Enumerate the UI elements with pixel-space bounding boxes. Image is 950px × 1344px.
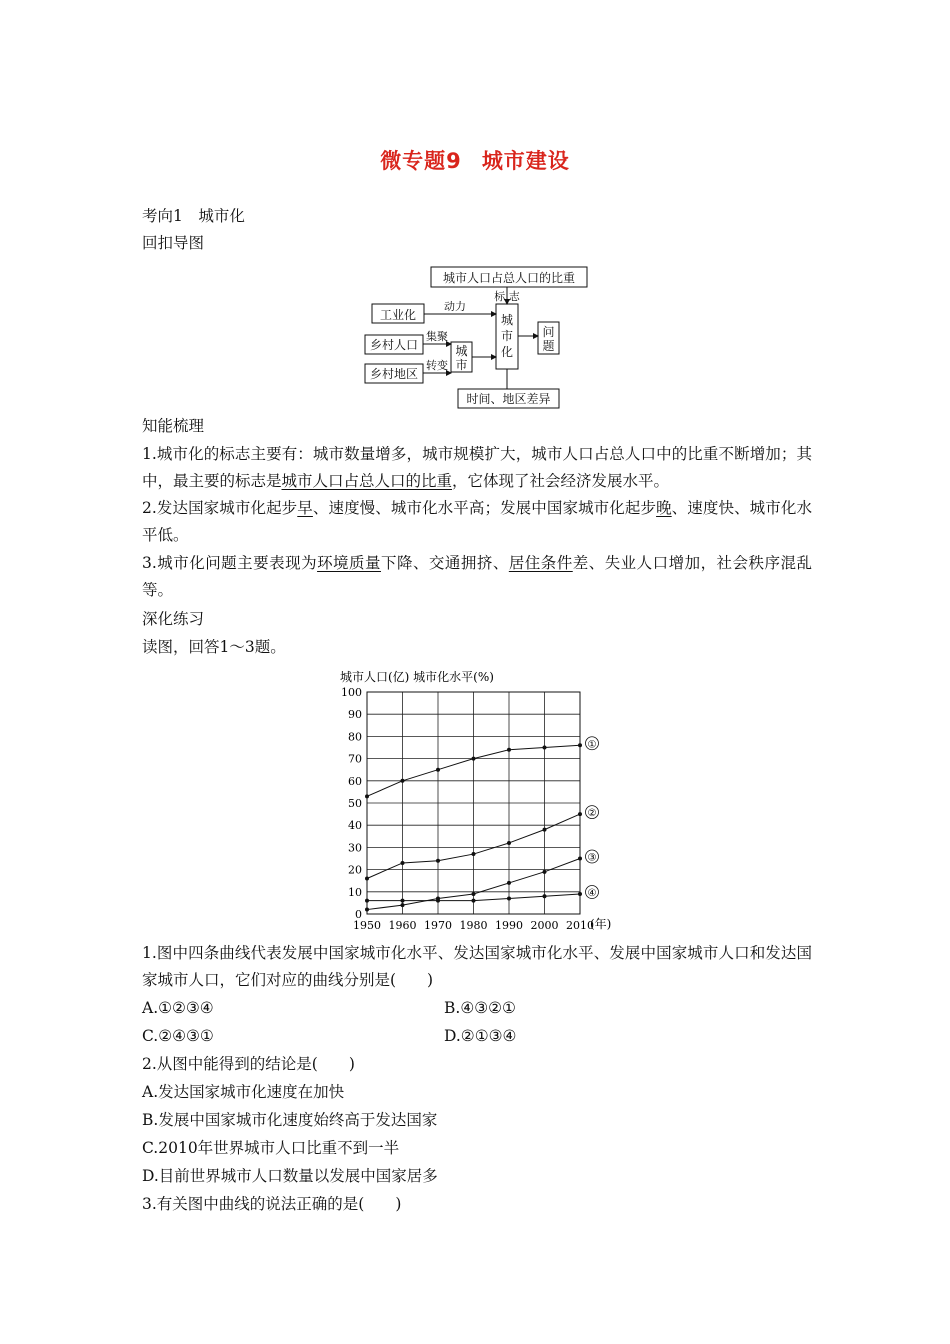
p2-underline-1: 早: [297, 499, 313, 517]
data-point: [472, 757, 476, 761]
question-1: 1.图中四条曲线代表发展中国家城市化水平、发达国家城市化水平、发展中国家城市人口和发达国家城市人口，它们对应的曲线分别是( ): [142, 944, 812, 989]
title-part1: 微专题9: [380, 149, 462, 173]
y-tick-label: 0: [355, 908, 362, 921]
data-point: [578, 857, 582, 861]
y-tick-label: 40: [348, 819, 362, 833]
concept-diagram: [355, 262, 595, 412]
rural-area-label: 乡村地区: [369, 367, 419, 381]
q2-option-a[interactable]: A.发达国家城市化速度在加快: [142, 1083, 345, 1101]
data-point: [436, 899, 440, 903]
rural-population-label: 乡村人口: [369, 338, 419, 352]
zhuanbian-label: 转变: [426, 359, 448, 372]
series-label: ④: [587, 888, 597, 900]
y-tick-label: 30: [348, 841, 362, 855]
data-point: [507, 881, 511, 885]
urbanization-char-2: 市: [500, 329, 514, 343]
q2-option-d[interactable]: D.目前世界城市人口数量以发展中国家居多: [142, 1167, 438, 1185]
x-tick-label: 2000: [530, 919, 559, 932]
problem-char-1: 问: [542, 325, 555, 339]
data-point: [436, 768, 440, 772]
section-subheading: 回扣导图: [142, 234, 205, 252]
data-point: [578, 812, 582, 816]
data-point: [507, 896, 511, 900]
chart-xlabel: (年): [590, 917, 612, 931]
urbanization-char-3: 化: [500, 345, 514, 359]
knowledge-point-2: [142, 495, 812, 549]
p2-text-b: 、速度慢、城市化水平高；发展中国家城市化起步: [312, 499, 657, 517]
p2-text-c: 、速度快、城市化水平低。: [142, 499, 812, 544]
data-point: [401, 903, 405, 907]
p1-text-a: 1.城市化的标志主要有：城市数量增多，城市规模扩大，城市人口占总人口中的比重不断增加；其中，最主要的标志是: [142, 445, 812, 490]
data-point: [401, 861, 405, 865]
q1-option-d[interactable]: D.②①③④: [444, 1027, 517, 1045]
x-tick-label: 2010: [566, 919, 594, 932]
data-point: [365, 899, 369, 903]
p2-underline-2: 晚: [656, 499, 672, 517]
q1-option-c[interactable]: C.②④③①: [142, 1027, 214, 1045]
practice-intro: 读图，回答1～3题。: [142, 638, 286, 656]
x-tick-label: 1970: [424, 919, 452, 932]
p1-text-b: ，它体现了社会经济发展水平。: [452, 472, 670, 490]
city-char-2: 市: [455, 358, 468, 372]
p3-text-a: 3.城市化问题主要表现为: [142, 554, 318, 572]
data-point: [472, 892, 476, 896]
series-label: ③: [587, 852, 597, 864]
q1-option-b[interactable]: B.④③②①: [444, 999, 516, 1017]
p1-underline: 城市人口占总人口的比重: [281, 472, 453, 490]
q2-option-b[interactable]: B.发展中国家城市化速度始终高于发达国家: [142, 1111, 438, 1129]
y-tick-label: 50: [348, 797, 362, 810]
data-point: [543, 894, 547, 898]
q1-option-a[interactable]: A.①②③④: [142, 999, 214, 1017]
knowledge-point-3: [142, 550, 812, 604]
knowledge-heading: 知能梳理: [142, 417, 205, 435]
data-point: [401, 779, 405, 783]
x-tick-label: 1950: [353, 919, 381, 932]
x-tick-label: 1990: [495, 919, 523, 932]
data-point: [543, 828, 547, 832]
biaozhi-label: 标 志: [494, 290, 520, 303]
y-tick-label: 20: [348, 863, 362, 877]
x-tick-label: 1960: [388, 919, 417, 932]
data-point: [507, 841, 511, 845]
dongli-label: 动力: [444, 300, 466, 313]
title-part2: 城市建设: [481, 149, 570, 173]
y-tick-label: 90: [348, 708, 362, 722]
data-point: [578, 892, 582, 896]
data-point: [543, 746, 547, 750]
y-tick-label: 80: [348, 730, 362, 744]
data-point: [365, 794, 369, 798]
problem-char-2: 题: [542, 339, 555, 353]
data-point: [543, 870, 547, 874]
data-point: [472, 852, 476, 856]
q2-option-c[interactable]: C.2010年世界城市人口比重不到一半: [142, 1139, 400, 1157]
practice-heading: 深化练习: [142, 610, 205, 628]
urbanization-char-1: 城: [500, 313, 514, 327]
knowledge-point-1: [142, 441, 812, 495]
data-point: [401, 899, 405, 903]
data-point: [578, 743, 582, 747]
x-tick-label: 1980: [459, 919, 488, 932]
industrialization-label: 工业化: [379, 308, 417, 322]
p2-text-a: 2.发达国家城市化起步: [142, 499, 298, 517]
city-char-1: 城: [455, 344, 468, 358]
y-tick-label: 60: [348, 774, 362, 788]
section-heading: 考向1 城市化: [142, 207, 245, 225]
p3-underline-2: 居住条件: [508, 554, 573, 572]
p3-underline-1: 环境质量: [317, 554, 381, 572]
data-point: [472, 899, 476, 903]
page-title: [0, 145, 950, 175]
y-tick-label: 10: [348, 885, 362, 899]
series-label: ①: [587, 739, 597, 751]
chart-ylabel: 城市人口(亿) 城市化水平(%): [340, 670, 494, 684]
data-point: [365, 876, 369, 880]
p3-text-b: 下降、交通拥挤、: [380, 554, 509, 572]
p3-text-c: 差、失业人口增加，社会秩序混乱等。: [142, 554, 812, 599]
jiju-label: 集聚: [426, 330, 448, 343]
question-2: 2.从图中能得到的结论是( ): [142, 1055, 355, 1073]
data-point: [365, 908, 369, 912]
question-3: 3.有关图中曲线的说法正确的是( ): [142, 1195, 402, 1213]
data-point: [436, 859, 440, 863]
urbanization-line-chart: [330, 666, 630, 936]
series-label: ②: [587, 808, 597, 820]
data-point: [507, 748, 511, 752]
y-tick-label: 70: [348, 752, 362, 766]
bottom-box-label: 时间、地区差异: [466, 392, 551, 406]
y-tick-label: 100: [341, 686, 362, 699]
top-box-label: 城市人口占总人口的比重: [442, 271, 576, 285]
